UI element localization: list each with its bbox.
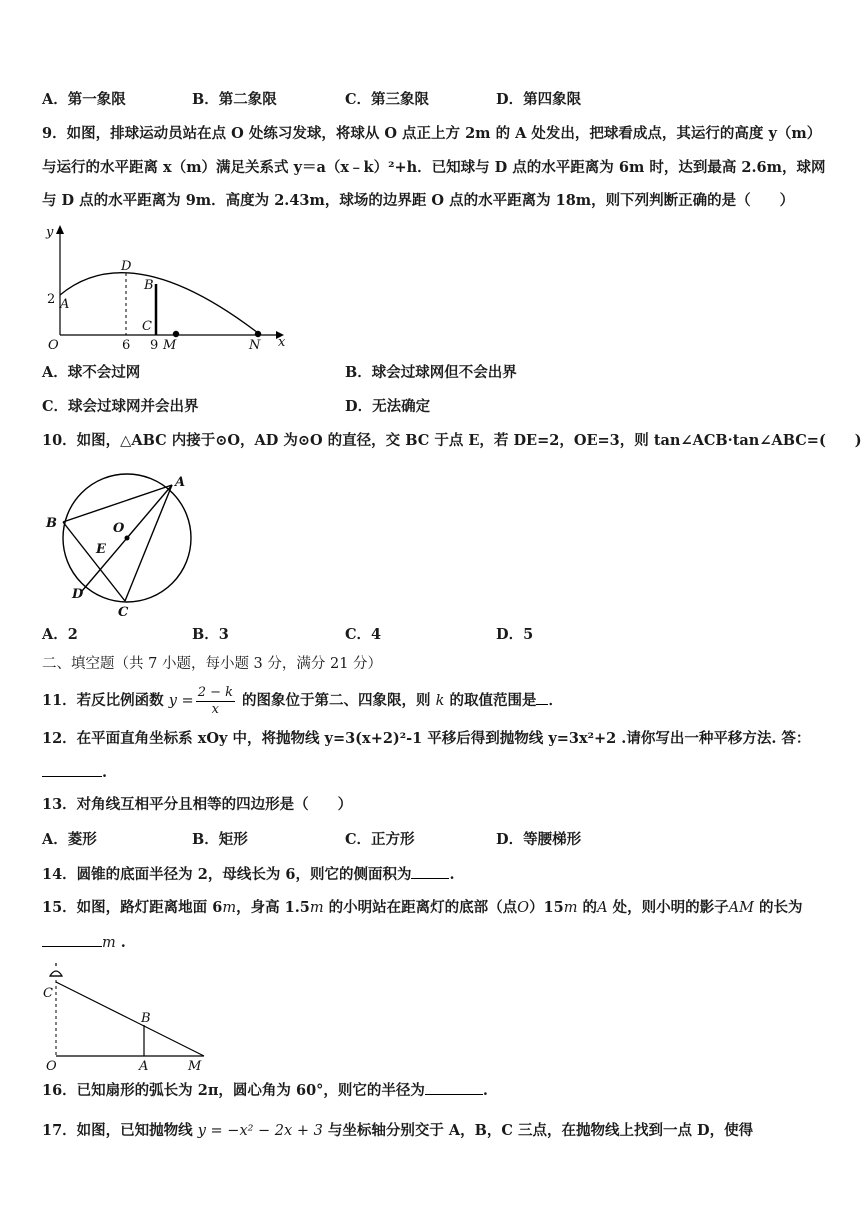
q17-text-line1: 17．如图，已知抛物线 y = −x² − 2x + 3 与坐标轴分别交于 A，B，C 三点，在抛物线上找到一点 D，使得	[42, 1122, 754, 1139]
q15-text-line1: 15．如图，路灯距离地面 6m，身高 1.5m 的小明站在距离灯的底部（点O）15m 的A 处，则小明的影子AM 的长为	[42, 899, 803, 916]
label-two: 2	[47, 292, 56, 307]
q9-option-d: D．无法确定	[345, 398, 431, 415]
q10-option-d: D．5	[496, 626, 534, 643]
q12-answer-blank	[42, 762, 102, 777]
q13-option-a: A．菱形	[42, 831, 97, 848]
label-b: B	[46, 516, 57, 531]
point-m	[173, 331, 179, 337]
label-d: D	[72, 587, 84, 602]
q10-option-c: C．4	[345, 626, 382, 643]
q9-option-a: A．球不会过网	[42, 364, 141, 381]
label-m: M	[188, 1059, 202, 1074]
y-axis-arrow	[56, 225, 64, 234]
label-c: C	[142, 319, 152, 334]
q13-option-b: B．矩形	[192, 831, 248, 848]
q13-option-d: D．等腰梯形	[496, 831, 582, 848]
label-c: C	[118, 605, 129, 620]
label-six: 6	[122, 338, 131, 352]
point-n	[255, 331, 261, 337]
q13-option-c: C．正方形	[345, 831, 415, 848]
q11-answer-blank	[536, 704, 548, 705]
q15-text-line2: m .	[42, 932, 126, 953]
section-2-heading: 二、填空题（共 7 小题，每小题 3 分，满分 21 分）	[42, 656, 383, 672]
q16-text: 16．已知扇形的弧长为 2π，圆心角为 60°，则它的半径为 .	[42, 1082, 488, 1099]
light-ray-cm	[56, 982, 204, 1056]
lamp-icon	[50, 971, 62, 976]
q11-fraction: $\frac{2 - k}{x}$	[197, 684, 233, 717]
label-a: A	[175, 475, 186, 490]
q11-text: 11．若反比例函数 y = $\frac{2 - k}{x}$ 的图象位于第二、四象限，则 k 的取值范围是 ．	[42, 684, 563, 717]
q9-figure	[38, 222, 288, 352]
q12-text-line2: .	[42, 762, 107, 783]
q14-answer-blank	[411, 864, 449, 879]
center-o	[125, 536, 130, 541]
label-nine: 9	[150, 338, 159, 352]
q10-figure	[40, 470, 200, 620]
q10-text-line1: 10．如图，△ABC 内接于⊙O，AD 为⊙O 的直径，交 BC 于点 E，若 DE=2，OE=3，则 tan∠ACB·tan∠ABC=( )	[42, 432, 862, 449]
label-a: A	[139, 1059, 149, 1074]
q9-text-line3: 与 D 点的水平距离为 9m．高度为 2.43m，球场的边界距 O 点的水平距离为 18m，则下列判断正确的是（ ）	[42, 192, 795, 209]
q9-option-b: B．球会过球网但不会出界	[345, 364, 517, 381]
label-m: M	[163, 338, 177, 352]
label-c: C	[43, 986, 53, 1001]
q15-answer-blank	[42, 932, 102, 947]
label-y: y	[46, 225, 54, 240]
q13-text-line1: 13．对角线互相平分且相等的四边形是（ ）	[42, 796, 353, 813]
q15-figure	[38, 962, 218, 1074]
q9-text-line1: 9．如图，排球运动员站在点 O 处练习发球，将球从 O 点正上方 2m 的 A 处发出，把球看成点，其运行的高度 y（m）	[42, 125, 822, 142]
q8-option-a: A．第一象限	[42, 91, 126, 108]
label-o: O	[48, 338, 59, 352]
label-b: B	[141, 1011, 151, 1026]
label-n: N	[249, 338, 261, 352]
q12-text-line1: 12．在平面直角坐标系 xOy 中，将抛物线 y=3(x+2)²-1 平移后得到抛物线 y=3x²+2 .请你写出一种平移方法. 答：	[42, 730, 811, 747]
q9-text-line2: 与运行的水平距离 x（m）满足关系式 y＝a（x﹣k）²+h．已知球与 D 点的水平距离为 6m 时，达到最高 2.6m，球网	[42, 159, 826, 176]
q10-option-b: B．3	[192, 626, 229, 643]
q8-option-b: B．第二象限	[192, 91, 277, 108]
label-b: B	[144, 278, 154, 293]
q9-option-c: C．球会过球网并会出界	[42, 398, 199, 415]
label-e: E	[96, 542, 106, 557]
label-o: O	[46, 1059, 57, 1074]
label-d: D	[121, 259, 132, 274]
label-a: A	[60, 297, 70, 312]
ball-trajectory	[60, 273, 258, 333]
q14-text: 14．圆锥的底面半径为 2，母线长为 6，则它的侧面积为 .	[42, 866, 455, 883]
q10-option-a: A．2	[42, 626, 78, 643]
q8-option-d: D．第四象限	[496, 91, 582, 108]
label-x: x	[278, 335, 286, 350]
segment-ac	[125, 485, 172, 601]
label-o: O	[113, 521, 125, 536]
q8-option-c: C．第三象限	[345, 91, 430, 108]
q16-answer-blank	[425, 1080, 483, 1095]
